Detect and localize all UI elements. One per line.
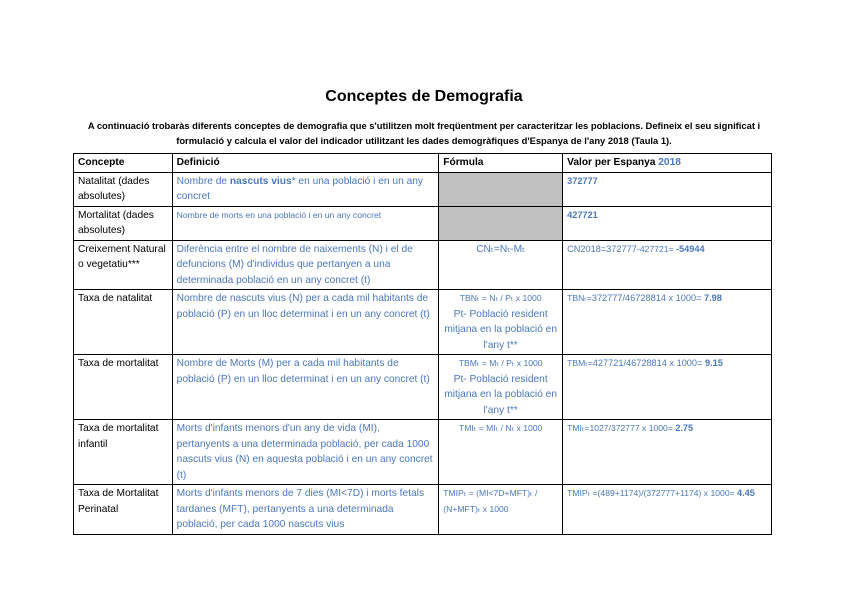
definition-text: Nombre de bbox=[176, 175, 230, 187]
header-concept: Concepte bbox=[74, 154, 173, 173]
concept-cell: Creixement Natural o vegetatiu*** bbox=[74, 240, 173, 290]
definition-bold-text: nascuts vius bbox=[229, 175, 292, 187]
value-text: TMIₜ=1027/372777 x 1000= bbox=[567, 423, 676, 433]
intro-line-1: A continuació trobaràs diferents conceptes de demografia que s'utilitzen molt freqüentment per caracteritzar les poblacions. Defineix el seu significat i bbox=[87, 120, 761, 131]
value-text: 427721/46728814 x 1000= bbox=[592, 358, 705, 368]
definition-cell: Morts d'infants menors de 7 dies (MI<7D) i morts fetals tardanes (MFT), pertanyents a una determinada població, per cada 1000 nascuts vius bbox=[172, 485, 439, 535]
table-header-row bbox=[74, 154, 772, 173]
value-text: 427721= bbox=[639, 243, 676, 254]
value-result: 9.15 bbox=[704, 358, 723, 368]
definition-cell: Morts d'infants menors d'un any de vida (MI), pertanyents a una determinada població, per cada 1000 nascuts vius (N) en aquesta població i en un any concret (t) bbox=[172, 420, 439, 485]
value-cell bbox=[563, 240, 772, 290]
intro-line-2: formulació y calcula el valor del indicador utilitzant les dades demogràfiques d'Espanya de l'any 2018 (Taula 1). bbox=[176, 135, 672, 146]
formula-text: TBMₜ = Mₜ / Pₜ x 1000 bbox=[458, 358, 543, 368]
concept-cell: Mortalitat (dades absolutes) bbox=[74, 206, 173, 240]
page-title: Conceptes de Demografia bbox=[325, 88, 523, 105]
table-row bbox=[74, 240, 772, 290]
value-text: 372777/46728814 x 1000= bbox=[591, 293, 704, 303]
formula-cell bbox=[439, 290, 563, 355]
formula-cell-empty bbox=[439, 172, 563, 206]
value-text: TBNₜ= bbox=[567, 293, 592, 303]
value-cell bbox=[563, 355, 772, 420]
demography-table bbox=[73, 153, 772, 535]
definition-text: * en una població i en un any concret bbox=[176, 175, 424, 202]
table-row bbox=[74, 206, 772, 240]
table-row bbox=[74, 290, 772, 355]
formula-cell bbox=[439, 355, 563, 420]
intro-paragraph bbox=[74, 118, 774, 148]
table-row bbox=[74, 172, 772, 206]
concept-cell: Taxa de Mortalitat Perinatal bbox=[74, 485, 173, 535]
formula-cell-empty bbox=[439, 206, 563, 240]
header-value bbox=[563, 154, 772, 173]
value-result: 7.98 bbox=[704, 293, 722, 303]
concept-cell: Taxa de mortalitat bbox=[74, 355, 173, 420]
formula-note: Pt- Població resident mitjana en la població en l'any t** bbox=[444, 373, 558, 416]
table-row bbox=[74, 355, 772, 420]
formula-cell: TMIPₜ = (MI<7D+MFT)ₜ / (N+MFT)ₜ x 1000 bbox=[439, 485, 563, 535]
value-cell: 372777 bbox=[563, 172, 772, 206]
header-value-year: 2018 bbox=[658, 157, 681, 168]
header-formula: Fórmula bbox=[439, 154, 563, 173]
definition-cell: Nombre de Morts (M) per a cada mil habitants de població (P) en un lloc determinat i en un any concret (t) bbox=[172, 355, 439, 420]
value-text: CN2018=372777- bbox=[567, 243, 640, 254]
value-cell bbox=[563, 420, 772, 485]
definition-cell bbox=[172, 172, 439, 206]
value-result: 2.75 bbox=[675, 423, 694, 433]
definition-cell: Nombre de morts en una població i en un any concret bbox=[172, 206, 439, 240]
definition-cell: Nombre de nascuts vius (N) per a cada mil habitants de població (P) en un lloc determinat i en un any concret (t) bbox=[172, 290, 439, 355]
table-row bbox=[74, 485, 772, 535]
value-text: TMIPₜ =(489+1174)/(372777+1174) x 1000= bbox=[567, 488, 738, 498]
definition-cell: Diferència entre el nombre de naixements (N) i el de defuncions (M) d'individus que pertanyen a una determinada població en un any concret (t) bbox=[172, 240, 439, 290]
formula-text: TBNₜ = Nₜ / Pₜ x 1000 bbox=[459, 293, 542, 303]
formula-cell: CNₜ=Nₜ-Mₜ bbox=[439, 240, 563, 290]
header-value-prefix: Valor per Espanya bbox=[567, 157, 659, 168]
value-cell bbox=[563, 290, 772, 355]
value-cell bbox=[563, 485, 772, 535]
concept-cell: Natalitat (dades absolutes) bbox=[74, 172, 173, 206]
header-definition: Definició bbox=[172, 154, 439, 173]
formula-cell: TMIₜ = MIₜ / Nₜ x 1000 bbox=[439, 420, 563, 485]
value-result: 4.45 bbox=[737, 488, 755, 498]
table-row bbox=[74, 420, 772, 485]
value-cell: 427721 bbox=[563, 206, 772, 240]
value-result: -54944 bbox=[675, 243, 705, 254]
concept-cell: Taxa de mortalitat infantil bbox=[74, 420, 173, 485]
concept-cell: Taxa de natalitat bbox=[74, 290, 173, 355]
formula-note: Pt- Població resident mitjana en la població en l'any t** bbox=[444, 308, 558, 351]
value-text: TBMₜ= bbox=[567, 358, 593, 368]
